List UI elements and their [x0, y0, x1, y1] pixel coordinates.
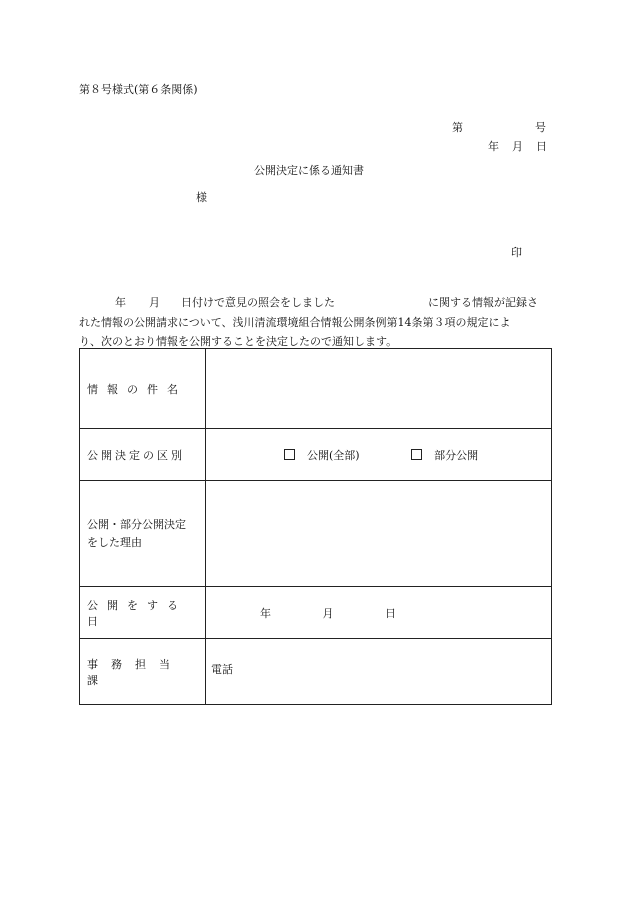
body-line1-b: に関する情報が記録さ	[428, 296, 538, 309]
label-reason-line2: をした理由	[87, 535, 142, 549]
header-date-year: 年	[488, 140, 499, 153]
value-subject	[206, 349, 552, 429]
header-date-day: 日	[536, 140, 547, 153]
header-date-month: 月	[512, 140, 523, 153]
label-office: 事務担当課	[80, 639, 206, 705]
addressee-sama: 様	[196, 191, 207, 204]
seal-mark: 印	[511, 246, 522, 259]
value-office	[206, 639, 552, 705]
checkbox-icon[interactable]	[411, 449, 422, 460]
value-decision-type	[206, 429, 552, 481]
doc-number-go: 号	[535, 121, 546, 134]
document-title: 公開決定に係る通知書	[254, 164, 364, 177]
table-row	[80, 639, 552, 705]
table-row	[80, 481, 552, 587]
body-month: 月	[149, 296, 160, 309]
option-full-disclosure[interactable]	[284, 447, 360, 463]
label-decision-type: 公開決定の区別	[80, 429, 206, 481]
body-line1-a: 日付けで意見の照会をしました	[181, 296, 335, 309]
checkbox-icon[interactable]	[284, 449, 295, 460]
disclosure-year: 年	[260, 606, 271, 620]
label-reason-line1: 公開・部分公開決定	[87, 517, 186, 531]
label-disclosure-date: 公開をする日	[80, 587, 206, 639]
body-line3: り、次のとおり情報を公開することを決定したので通知します。	[79, 335, 398, 348]
table-row	[80, 349, 552, 429]
table-row	[80, 587, 552, 639]
option-partial-disclosure[interactable]	[411, 447, 478, 463]
body-year: 年	[115, 296, 126, 309]
value-disclosure-date	[206, 587, 552, 639]
option-full-label: 公開(全部)	[307, 448, 360, 462]
disclosure-day: 日	[385, 606, 396, 620]
phone-label: 電話	[211, 663, 233, 676]
label-reason	[80, 481, 206, 587]
doc-number-dai: 第	[452, 121, 463, 134]
value-reason	[206, 481, 552, 587]
label-subject: 情報の件名	[80, 349, 206, 429]
disclosure-month: 月	[322, 606, 334, 620]
table-row	[80, 429, 552, 481]
info-table	[79, 348, 552, 705]
form-id: 第８号様式(第６条関係)	[79, 83, 198, 96]
body-line2: れた情報の公開請求について、浅川清流環境組合情報公開条例第14条第３項の規定によ	[79, 316, 511, 329]
option-partial-label: 部分公開	[434, 448, 479, 462]
